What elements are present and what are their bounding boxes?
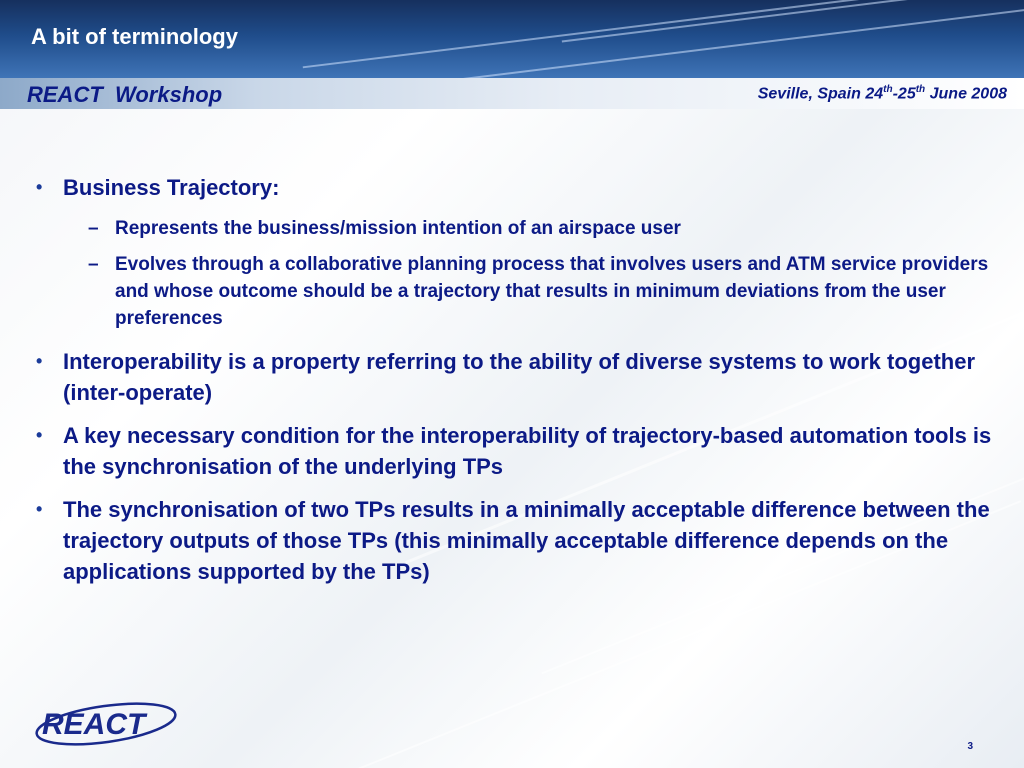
slide-content: [36, 172, 996, 599]
bullet-business-trajectory: [36, 172, 996, 203]
logo-text: REACT: [42, 708, 146, 741]
header-streak: [303, 0, 1024, 68]
bullet-icon: •: [36, 425, 43, 445]
dash-icon: –: [88, 218, 99, 239]
venue-prefix: Seville, Spain 24: [757, 85, 884, 103]
bullet-text: Interoperability is a property referring to the ability of diverse systems to work together (inter-operate): [63, 349, 976, 405]
title-bar: [0, 0, 1024, 78]
bullet-icon: •: [36, 499, 43, 519]
bullet-interoperability: [36, 346, 996, 408]
sub-bullet-evolves: [36, 251, 996, 332]
react-logo: [30, 700, 180, 752]
bullet-text: The synchronisation of two TPs results in a minimally acceptable difference between the trajectory outputs of those TPs (this minimally acceptable difference depends on the applications supported by the TPs): [63, 497, 990, 584]
page-number: 3: [967, 741, 973, 752]
bullet-icon: •: [36, 177, 43, 197]
bullet-icon: •: [36, 351, 43, 371]
bullet-text: Business Trajectory:: [63, 175, 280, 200]
sub-bullet-text: Represents the business/mission intention of an airspace user: [115, 218, 681, 239]
venue-date: [758, 84, 1007, 103]
sub-bullet-text: Evolves through a collaborative planning process that involves users and ATM service providers and whose outcome should be a trajectory that results in minimum deviations from the user preferences: [115, 254, 989, 329]
venue-sup-1: th: [883, 84, 893, 95]
venue-sup-2: th: [915, 84, 926, 95]
venue-suffix: June 2008: [925, 85, 1007, 103]
dash-icon: –: [88, 254, 99, 275]
bullet-synchronisation: [36, 494, 996, 587]
bullet-text: A key necessary condition for the interoperability of trajectory-based automation tools is the synchronisation of the underlying TPs: [63, 423, 992, 479]
sub-bullet-represents: [36, 215, 996, 242]
bullet-key-condition: [36, 420, 996, 482]
slide-title: A bit of terminology: [31, 24, 238, 49]
venue-mid: -25: [892, 85, 916, 103]
workshop-label: REACT Workshop: [27, 82, 223, 107]
